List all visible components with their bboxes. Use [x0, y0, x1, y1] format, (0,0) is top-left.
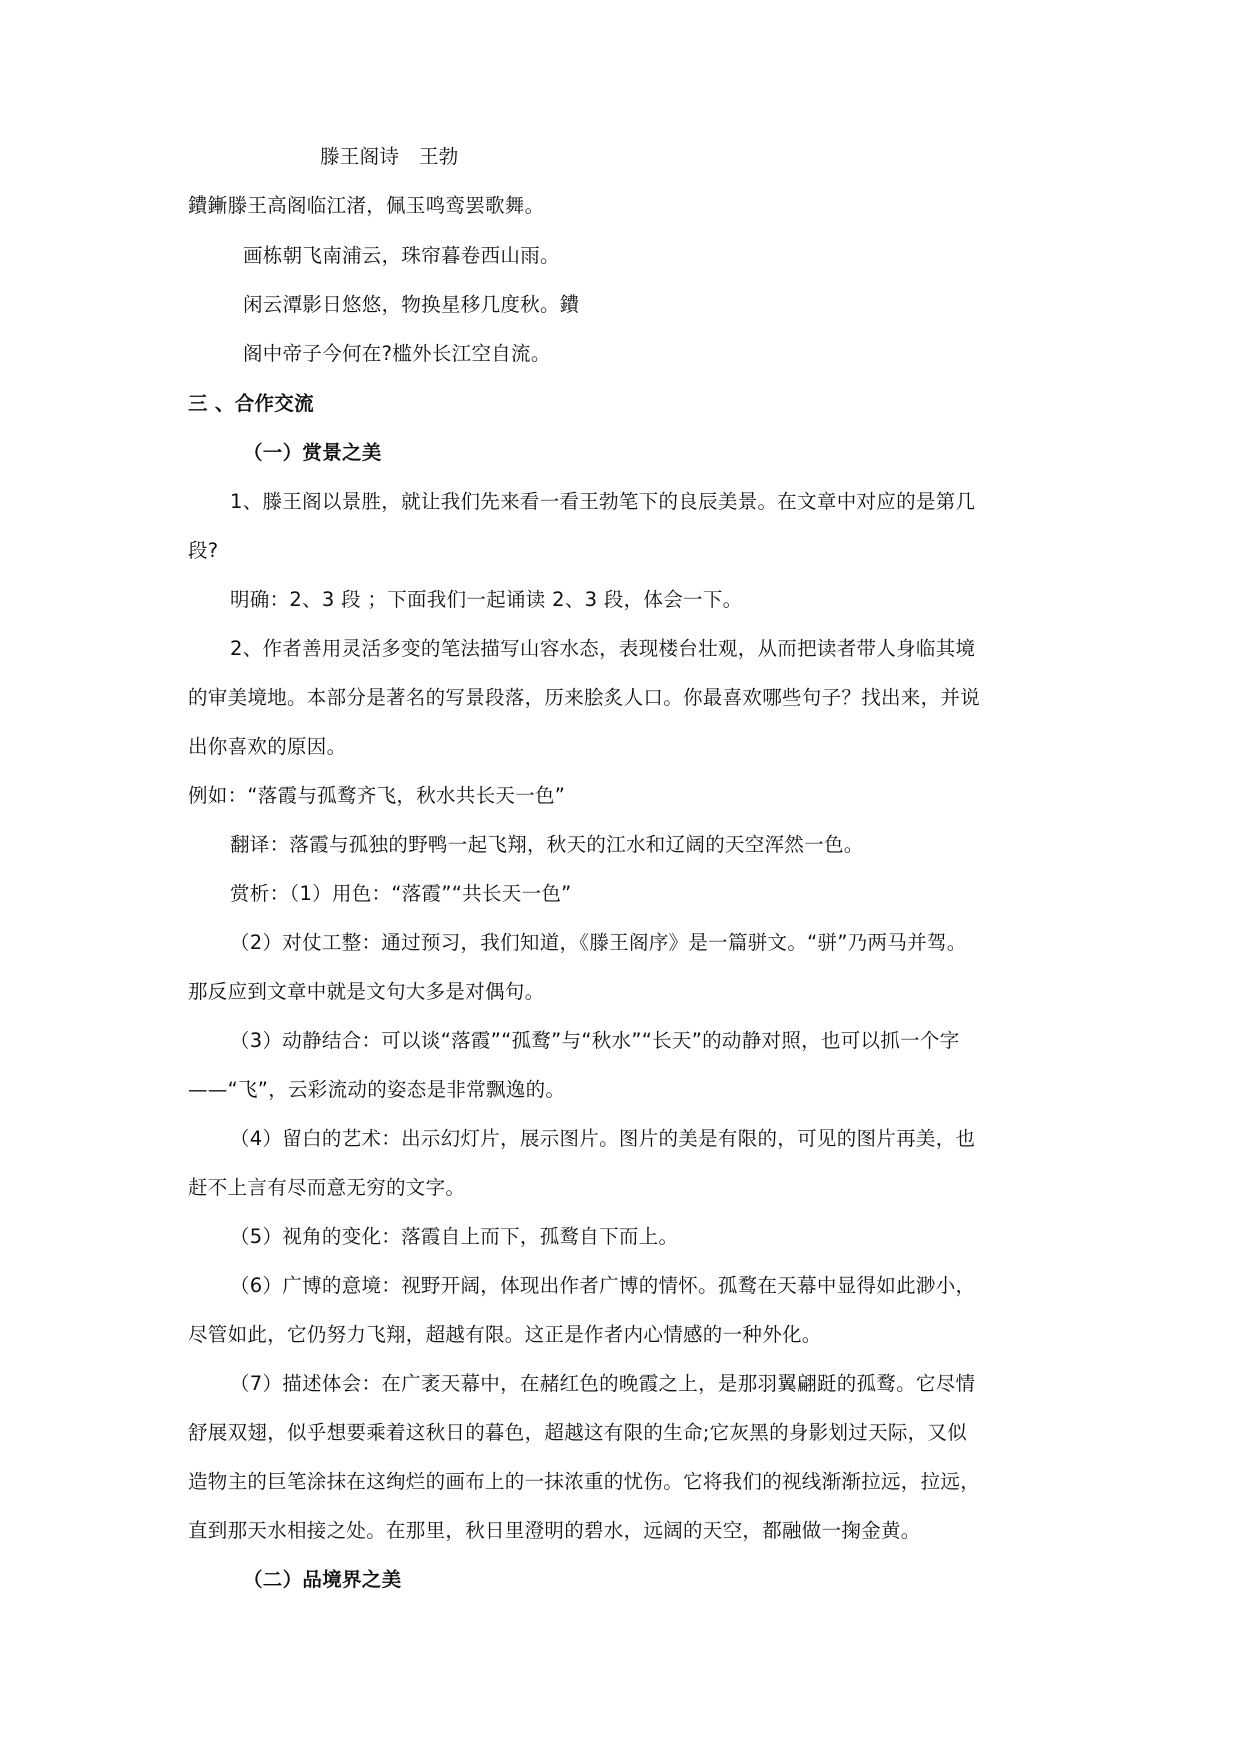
question-2-line-2: 的审美境地。本部分是著名的写景段落，历来脍炙人口。你最喜欢哪些句子？找出来，并说 [188, 686, 981, 709]
point-4-line-1: （4）留白的艺术：出示幻灯片，展示图片。图片的美是有限的，可见的图片再美，也 [230, 1127, 976, 1150]
point-7-line-4: 直到那天水相接之处。在那里，秋日里澄明的碧水，远阔的天空，都融做一掬金黄。 [188, 1519, 921, 1542]
poem-line-2: 画栋朝飞南浦云，珠帘暮卷西山雨。 [243, 244, 560, 267]
point-3-line-2: ——“飞”，云彩流动的姿态是非常飘逸的。 [188, 1078, 566, 1101]
point-2-line-2: 那反应到文章中就是文句大多是对偶句。 [188, 980, 545, 1003]
section-heading: 三 、合作交流 [188, 392, 314, 415]
point-7-line-1: （7）描述体会：在广袤天幕中，在赭红色的晚霞之上，是那羽翼翩跹的孤鹜。它尽情 [230, 1372, 976, 1395]
point-7-line-3: 造物主的巨笔涂抹在这绚烂的画布上的一抹浓重的忧伤。它将我们的视线渐渐拉远，拉远， [188, 1470, 981, 1493]
translation-line: 翻译：落霞与孤独的野鸭一起飞翔，秋天的江水和辽阔的天空浑然一色。 [230, 833, 864, 856]
point-2-line-1: （2）对仗工整：通过预习，我们知道，《滕王阁序》是一篇骈文。“骈”乃两马并驾。 [230, 931, 967, 954]
poem-line-4: 阁中帝子今何在?槛外长江空自流。 [243, 342, 551, 365]
question-1-line-1: 1、滕王阁以景胜，就让我们先来看一看王勃笔下的良辰美景。在文章中对应的是第几 [230, 490, 976, 513]
point-7-line-2: 舒展双翅，似乎想要乘着这秋日的暮色，超越这有限的生命;它灰黑的身影划过天际，又似 [188, 1421, 968, 1444]
question-1-line-2: 段? [188, 539, 219, 562]
question-2-line-1: 2、作者善用灵活多变的笔法描写山容水态，表现楼台壮观，从而把读者带人身临其境 [230, 637, 976, 660]
question-2-line-3: 出你喜欢的原因。 [188, 735, 347, 758]
answer-1: 明确：2、3 段 ；下面我们一起诵读 2、3 段，体会一下。 [230, 588, 743, 611]
point-6-line-1: （6）广博的意境：视野开阔，体现出作者广博的情怀。孤鹜在天幕中显得如此渺小， [230, 1274, 976, 1297]
point-4-line-2: 赶不上言有尽而意无穷的文字。 [188, 1176, 466, 1199]
subsection-heading-2: （二）品境界之美 [243, 1568, 402, 1591]
point-3-line-1: （3）动静结合：可以谈“落霞”“孤鹜”与“秋水”“长天”的动静对照，也可以抓一个字 [230, 1029, 960, 1052]
example-line: 例如：“落霞与孤鹜齐飞，秋水共长天一色” [188, 784, 566, 807]
poem-title: 滕王阁诗 王勃 [320, 145, 459, 168]
point-6-line-2: 尽管如此，它仍努力飞翔，超越有限。这正是作者内心情感的一种外化。 [188, 1323, 822, 1346]
poem-line-1: 鐨鏩滕王高阁临江渚，佩玉鸣鸾罢歌舞。 [188, 194, 545, 217]
point-5-line: （5）视角的变化：落霞自上而下，孤鹜自下而上。 [230, 1225, 679, 1248]
poem-line-3: 闲云潭影日悠悠，物换星移几度秋。鐨 [243, 293, 580, 316]
appreciation-line: 赏析：（1）用色：“落霞”“共长天一色” [230, 882, 572, 905]
subsection-heading-1: （一）赏景之美 [243, 441, 382, 464]
